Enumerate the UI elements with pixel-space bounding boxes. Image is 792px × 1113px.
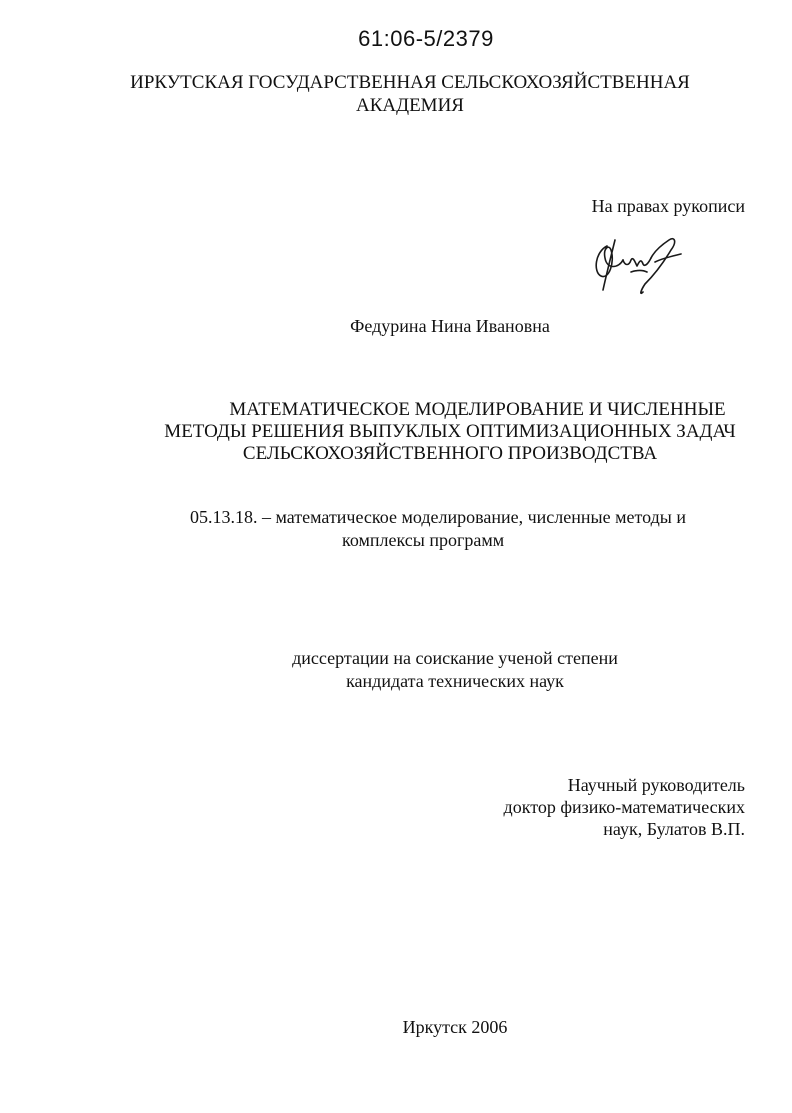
title-line-1: МАТЕМАТИЧЕСКОЕ МОДЕЛИРОВАНИЕ И ЧИСЛЕННЫЕ (229, 399, 726, 420)
city-year: Иркутск 2006 (402, 1017, 508, 1037)
supervisor-line-3: наук, Булатов В.П. (603, 819, 745, 839)
specialty-line-2: комплексы программ (342, 530, 505, 550)
degree-line-1: диссертации на соискание ученой степени (292, 648, 618, 668)
institution-line-2: АКАДЕМИЯ (356, 95, 464, 116)
institution-line-1: ИРКУТСКАЯ ГОСУДАРСТВЕННАЯ СЕЛЬСКОХОЗЯЙСТВЕННАЯ (130, 72, 690, 93)
title-line-2: МЕТОДЫ РЕШЕНИЯ ВЫПУКЛЫХ ОПТИМИЗАЦИОННЫХ ЗАДАЧ (164, 421, 736, 442)
author-name: Федурина Нина Ивановна (350, 316, 550, 336)
catalog-number: 61:06-5/2379 (358, 26, 494, 51)
supervisor-line-1: Научный руководитель (567, 775, 745, 795)
degree-line-2: кандидата технических наук (346, 671, 564, 691)
dissertation-title (100, 399, 792, 465)
specialty-code (90, 506, 792, 552)
manuscript-rights-note: На правах рукописи (591, 196, 745, 216)
degree-statement (150, 647, 760, 693)
title-line-3: СЕЛЬСКОХОЗЯЙСТВЕННОГО ПРОИЗВОДСТВА (242, 443, 658, 464)
specialty-line-1: 05.13.18. – математическое моделирование, численные методы и (190, 507, 686, 527)
scientific-supervisor (400, 774, 745, 840)
institution-name (60, 71, 760, 117)
signature-icon (585, 232, 695, 300)
supervisor-line-2: доктор физико-математических (503, 797, 745, 817)
